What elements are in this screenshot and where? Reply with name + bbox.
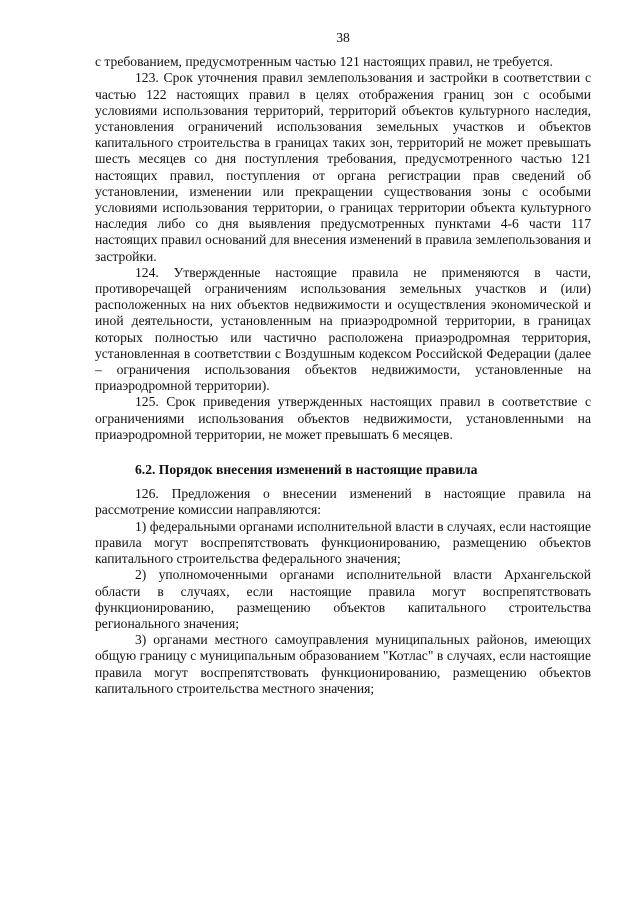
document-page <box>95 30 591 697</box>
paragraph-126: 126. Предложения о внесении изменений в настоящие правила на рассмотрение комиссии направляются: <box>95 486 591 518</box>
list-item-2: 2) уполномоченными органами исполнительной власти Архангельской области в случаях, если настоящие правила могут воспрепятствовать функционированию, размещению объектов капитального строительства регионального значения; <box>95 567 591 631</box>
paragraph-125: 125. Срок приведения утвержденных настоящих правил в соответствие с ограничениями использования объектов недвижимости, установленными на приаэродромной территории, не может превышать 6 месяцев. <box>95 394 591 442</box>
paragraph-continuation: с требованием, предусмотренным частью 121 настоящих правил, не требуется. <box>95 54 553 70</box>
page-number: 38 <box>336 30 350 45</box>
paragraph-124: 124. Утвержденные настоящие правила не применяются в части, противоречащей ограничениям использования земельных участков и (или) расположенных на них объектов недвижимости и осуществления экономической и иной деятельности, установленным на приаэродромной территории, в границах которых полностью или частично расположена приаэродромная территория, установленная в соответствии с Воздушным кодексом Российской Федерации (далее – ограничения использования объектов недвижимости, установленные на приаэродромной территории). <box>95 264 591 394</box>
list-item-1: 1) федеральными органами исполнительной власти в случаях, если настоящие правила могут воспрепятствовать функционированию, размещению объектов капитального строительства федерального значения; <box>95 518 591 567</box>
section-heading: 6.2. Порядок внесения изменений в настоящие правила <box>135 462 478 478</box>
paragraph-123: 123. Срок уточнения правил землепользования и застройки в соответствии с частью 122 настоящих правил в целях отображения границ зон с особыми условиями использования территорий, территорий объектов культурного наследия, установления ограничений использования земельных участков и объектов капитального строительства в границах таких зон, территорий не может превышать шесть месяцев со дня поступления требования, предусмотренного частью 121 настоящих правил, поступления от органа регистрации прав сведений об установлении, изменении или прекращении существования зоны с особыми условиями использования территории, о границах территории объекта культурного наследия либо со дня выявления предусмотренных пунктами 4-6 части 117 настоящих правил оснований для внесения изменений в правила землепользования и застройки. <box>95 70 591 264</box>
list-item-3: 3) органами местного самоуправления муниципальных районов, имеющих общую границу с муниципальным образованием "Котлас" в случаях, если настоящие правила могут воспрепятствовать функционированию, размещению объектов капитального строительства местного значения; <box>95 632 591 696</box>
